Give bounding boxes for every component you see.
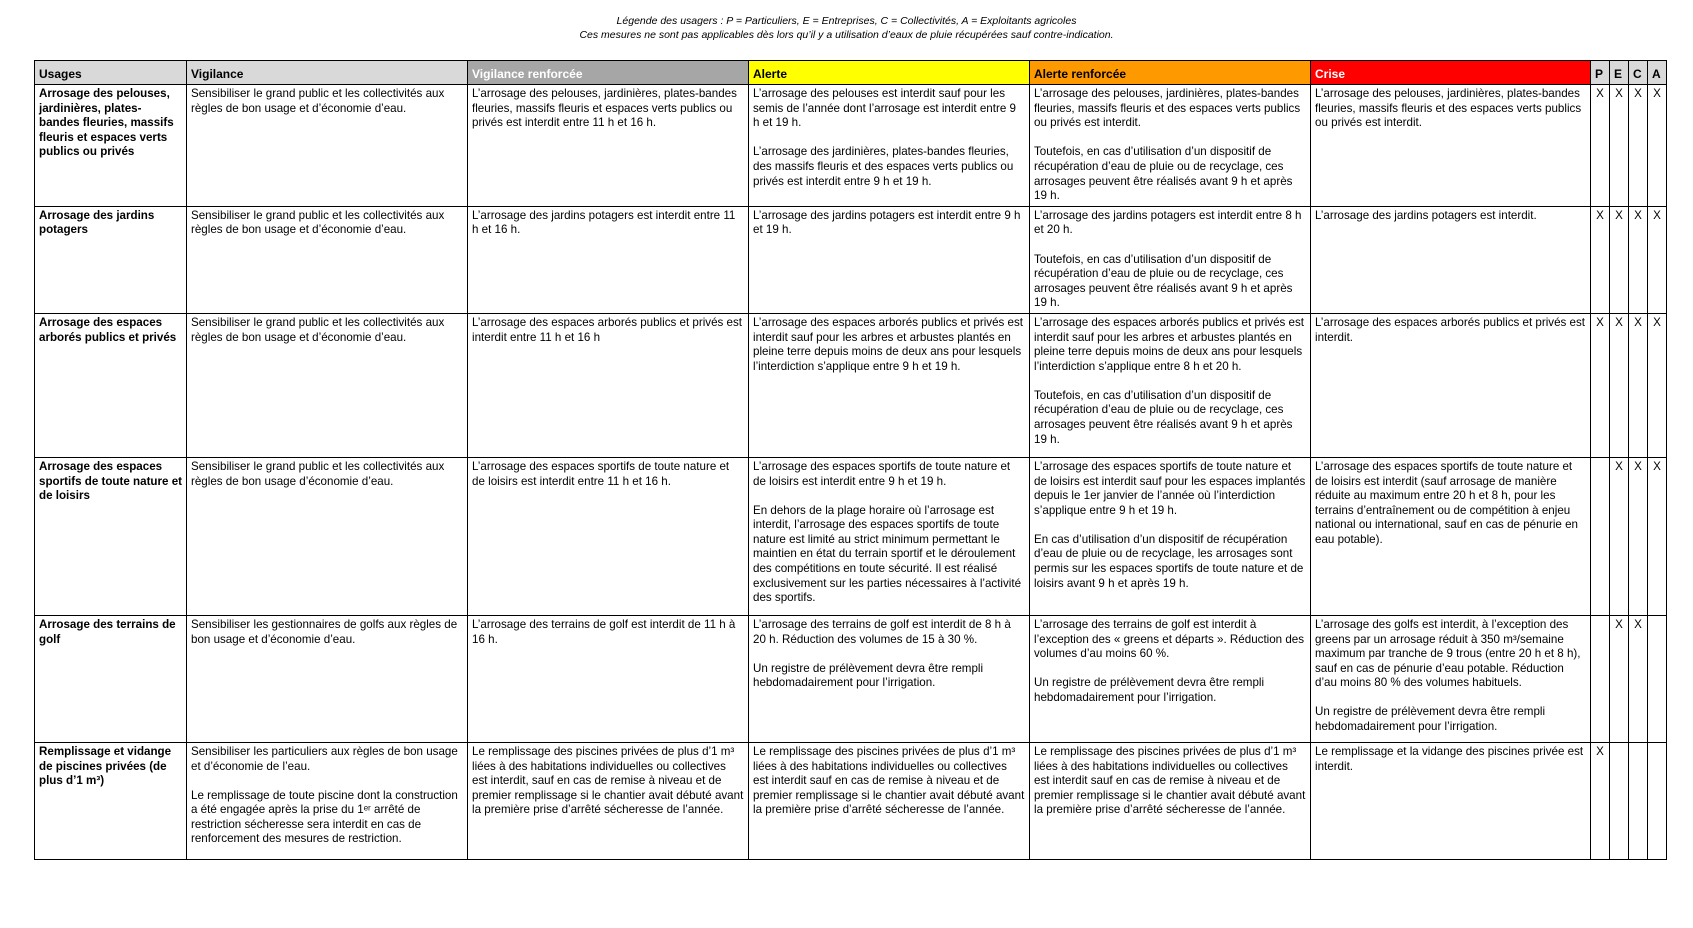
user-mark-a xyxy=(1648,742,1667,859)
measure-paragraph: En dehors de la plage horaire où l’arrosage est interdit, l’arrosage des espaces sportifs de toute nature est limité au strict minimum permettant le maintien en état du terrain sportif et le déroulement des compétitions en toute sécurité. Il est réalisé exclusivement sur les parties nécessaires à l’activité des sportifs. xyxy=(753,503,1022,605)
measure-paragraph: L’arrosage des pelouses, jardinières, plates-bandes fleuries, massifs fleuris et des espaces verts publics ou privés est interdit. xyxy=(1315,87,1582,130)
usage-cell: Arrosage des pelouses, jardinières, plates-bandes fleuries, massifs fleuris et espaces verts publics ou privés xyxy=(35,85,187,207)
vigilance-cell xyxy=(187,313,468,457)
header-p: P xyxy=(1591,61,1610,85)
measure-paragraph: Sensibiliser les particuliers aux règles de bon usage et d’économie de l’eau. xyxy=(191,744,458,773)
crise-cell xyxy=(1311,206,1591,313)
measure-paragraph: Le remplissage et la vidange des piscines privée est interdit. xyxy=(1315,744,1584,773)
user-mark-e: X xyxy=(1610,615,1629,742)
alerte-renforcee-cell xyxy=(1030,206,1311,313)
usage-cell: Arrosage des espaces sportifs de toute nature et de loisirs xyxy=(35,457,187,615)
user-mark-e: X xyxy=(1610,457,1629,615)
header-c: C xyxy=(1629,61,1648,85)
alerte-renforcee-cell xyxy=(1030,742,1311,859)
user-mark-e xyxy=(1610,742,1629,859)
user-mark-p: X xyxy=(1591,85,1610,207)
alerte-cell xyxy=(749,457,1030,615)
measure-paragraph: L’arrosage des jardinières, plates-bandes fleuries, des massifs fleuris et des espaces verts publics ou privés est interdit entre 9 h et 19 h. xyxy=(753,145,1014,188)
measure-paragraph: L’arrosage des jardins potagers est interdit. xyxy=(1315,208,1537,222)
measure-paragraph: L’arrosage des espaces arborés publics et privés est interdit entre 11 h et 16 h xyxy=(472,315,743,344)
crise-cell xyxy=(1311,457,1591,615)
measure-paragraph: Un registre de prélèvement devra être rempli hebdomadairement pour l’irrigation. xyxy=(1315,705,1546,734)
measure-paragraph: Sensibiliser les gestionnaires de golfs aux règles de bon usage et d’économie d’eau. xyxy=(191,617,458,646)
user-mark-a xyxy=(1648,615,1667,742)
measure-paragraph: Sensibiliser le grand public et les collectivités aux règles de bon usage d’économie d’eau. xyxy=(191,459,445,488)
user-mark-c: X xyxy=(1629,206,1648,313)
measure-paragraph: L’arrosage des terrains de golf est interdit à l’exception des « greens et départs ». Réduction des volumes d’au moins 60 %. xyxy=(1034,617,1305,661)
measure-paragraph: Le remplissage des piscines privées de plus d’1 m³ liées à des habitations individuelles ou collectives est interdit, sauf en cas de remise à niveau et de premier remplissage si le chantier avait débuté avant la première prise d’arrêté sécheresse de l’année. xyxy=(472,744,744,817)
crise-cell xyxy=(1311,313,1591,457)
measure-paragraph: Sensibiliser le grand public et les collectivités aux règles de bon usage et d’économie d’eau. xyxy=(191,208,445,237)
measure-paragraph: L’arrosage des terrains de golf est interdit de 8 h à 20 h. Réduction des volumes de 15 à 30 %. xyxy=(753,617,1011,646)
measure-paragraph: Un registre de prélèvement devra être rempli hebdomadairement pour l’irrigation. xyxy=(1034,676,1265,704)
user-mark-e: X xyxy=(1610,85,1629,207)
user-mark-a: X xyxy=(1648,313,1667,457)
user-mark-p: X xyxy=(1591,206,1610,313)
table-row xyxy=(35,742,1667,859)
vigilance-cell xyxy=(187,85,468,207)
header-vigilance: Vigilance xyxy=(187,61,468,85)
measure-paragraph: Toutefois, en cas d’utilisation d’un dispositif de récupération d’eau de pluie ou de recyclage, ces arrosages peuvent être réalisés avant 9 h et après 19 h. xyxy=(1034,145,1293,203)
user-mark-c: X xyxy=(1629,85,1648,207)
measure-paragraph: Toutefois, en cas d’utilisation d’un dispositif de récupération d’eau de pluie ou de recyclage, ces arrosages peuvent être réalisés avant 9 h et après 19 h. xyxy=(1034,388,1293,446)
measure-paragraph: L’arrosage des jardins potagers est interdit entre 8 h et 20 h. xyxy=(1034,208,1302,237)
measure-paragraph: Le remplissage de toute piscine dont la construction a été engagée après la prise du 1ᵉʳ arrêté de restriction sécheresse sera interdit en cas de renforcement des mesures de restriction. xyxy=(191,788,458,846)
vigilance-renforcee-cell xyxy=(468,206,749,313)
legend-rainwater-note: Ces mesures ne sont pas applicables dès lors qu’il y a utilisation d’eaux de pluie récupérées sauf contre-indication. xyxy=(579,29,1114,41)
header-alerte: Alerte xyxy=(749,61,1030,85)
measure-paragraph: Sensibiliser le grand public et les collectivités aux règles de bon usage et d’économie d’eau. xyxy=(191,315,445,344)
vigilance-renforcee-cell xyxy=(468,313,749,457)
measure-paragraph: L’arrosage des espaces arborés publics et privés est interdit sauf pour les arbres et arbustes plantés en pleine terre depuis moins de deux ans pour lesquels l’interdiction s’applique entre 9 h et 19 h. xyxy=(753,315,1024,373)
table-body xyxy=(35,85,1667,860)
user-mark-c: X xyxy=(1629,615,1648,742)
user-mark-c: X xyxy=(1629,457,1648,615)
header-vigilance-renforcee: Vigilance renforcée xyxy=(468,61,749,85)
legend xyxy=(0,14,1693,42)
usage-cell: Arrosage des terrains de golf xyxy=(35,615,187,742)
header-crise: Crise xyxy=(1311,61,1591,85)
vigilance-cell xyxy=(187,457,468,615)
table-row xyxy=(35,615,1667,742)
alerte-renforcee-cell xyxy=(1030,615,1311,742)
user-mark-p: X xyxy=(1591,313,1610,457)
usage-cell: Remplissage et vidange de piscines privées (de plus d’1 m³) xyxy=(35,742,187,859)
measure-paragraph: L’arrosage des espaces sportifs de toute nature et de loisirs est interdit entre 11 h et 16 h. xyxy=(472,459,730,488)
alerte-renforcee-cell xyxy=(1030,85,1311,207)
crise-cell xyxy=(1311,615,1591,742)
measure-paragraph: Le remplissage des piscines privées de plus d’1 m³ liées à des habitations individuelles ou collectives est interdit sauf en cas de remise à niveau et de premier remplissage si le chantier avait débuté avant la première prise d’arrêté sécheresse de l’année. xyxy=(1034,744,1306,817)
measure-paragraph: L’arrosage des pelouses, jardinières, plates-bandes fleuries, massifs fleuris et des espaces verts publics ou privés est interdit. xyxy=(1034,87,1301,130)
vigilance-renforcee-cell xyxy=(468,85,749,207)
header-row xyxy=(35,61,1667,85)
alerte-cell xyxy=(749,742,1030,859)
table-header xyxy=(35,61,1667,85)
measure-paragraph: Le remplissage des piscines privées de plus d’1 m³ liées à des habitations individuelles ou collectives est interdit sauf en cas de remise à niveau et de premier remplissage si le chantier avait débuté avant la première prise d’arrêté sécheresse de l’année. xyxy=(753,744,1025,817)
crise-cell xyxy=(1311,742,1591,859)
measure-paragraph: L’arrosage des pelouses, jardinières, plates-bandes fleuries, massifs fleuris et espaces verts publics ou privés est interdit entre 11 h et 16 h. xyxy=(472,87,737,130)
alerte-renforcee-cell xyxy=(1030,313,1311,457)
alerte-cell xyxy=(749,206,1030,313)
table-row xyxy=(35,206,1667,313)
vigilance-cell xyxy=(187,742,468,859)
restriction-table xyxy=(34,60,1667,860)
alerte-renforcee-cell xyxy=(1030,457,1311,615)
user-mark-a: X xyxy=(1648,206,1667,313)
table-row xyxy=(35,457,1667,615)
header-usages: Usages xyxy=(35,61,187,85)
measure-paragraph: Toutefois, en cas d’utilisation d’un dispositif de récupération d’eau de pluie ou de recyclage, ces arrosages peuvent être réalisés avant 9 h et après 19 h. xyxy=(1034,252,1293,310)
measure-paragraph: L’arrosage des jardins potagers est interdit entre 11 h et 16 h. xyxy=(472,208,736,237)
measure-paragraph: L’arrosage des jardins potagers est interdit entre 9 h et 19 h. xyxy=(753,208,1021,237)
user-mark-e: X xyxy=(1610,206,1629,313)
measure-paragraph: L’arrosage des espaces sportifs de toute nature et de loisirs est interdit (sauf arrosage de manière réduite au maximum entre 20 h et 8 h, pour les terrains d’entraînement ou de compétition à enjeu national ou international, sauf en cas de pénurie en eau potable). xyxy=(1315,459,1578,546)
vigilance-renforcee-cell xyxy=(468,457,749,615)
measure-paragraph: Sensibiliser le grand public et les collectivités aux règles de bon usage et d’économie d’eau. xyxy=(191,87,445,115)
usage-cell: Arrosage des espaces arborés publics et privés xyxy=(35,313,187,457)
user-mark-p: X xyxy=(1591,742,1610,859)
vigilance-cell xyxy=(187,206,468,313)
table-row xyxy=(35,85,1667,207)
vigilance-renforcee-cell xyxy=(468,742,749,859)
header-e: E xyxy=(1610,61,1629,85)
alerte-cell xyxy=(749,615,1030,742)
vigilance-renforcee-cell xyxy=(468,615,749,742)
header-a: A xyxy=(1648,61,1667,85)
legend-users: Légende des usagers : P = Particuliers, E = Entreprises, C = Collectivités, A = Exploitants agricoles xyxy=(616,15,1077,27)
header-alerte-renforcee: Alerte renforcée xyxy=(1030,61,1311,85)
crise-cell xyxy=(1311,85,1591,207)
user-mark-c xyxy=(1629,742,1648,859)
measure-paragraph: L’arrosage des terrains de golf est interdit de 11 h à 16 h. xyxy=(472,617,736,646)
measure-paragraph: Un registre de prélèvement devra être rempli hebdomadairement pour l’irrigation. xyxy=(753,661,984,690)
user-mark-a: X xyxy=(1648,457,1667,615)
user-mark-p xyxy=(1591,615,1610,742)
measure-paragraph: L’arrosage des pelouses est interdit sauf pour les semis de l’année dont l’arrosage est interdit entre 9 h et 19 h. xyxy=(753,87,1016,130)
measure-paragraph: L’arrosage des golfs est interdit, à l’exception des greens par un arrosage réduit à 350 m³/semaine maximum par tranche de 9 trous (entre 20 h et 8 h), sauf en cas de pénurie d’eau potable. Réduction d’au moins 80 % des volumes habituels. xyxy=(1315,617,1581,690)
measure-paragraph: L’arrosage des espaces arborés publics et privés est interdit. xyxy=(1315,315,1586,344)
vigilance-cell xyxy=(187,615,468,742)
alerte-cell xyxy=(749,313,1030,457)
measure-paragraph: L’arrosage des espaces sportifs de toute nature et de loisirs est interdit entre 9 h et 19 h. xyxy=(753,459,1011,488)
usage-cell: Arrosage des jardins potagers xyxy=(35,206,187,313)
measure-paragraph: L’arrosage des espaces sportifs de toute nature et de loisirs est interdit sauf pour les espaces implantés depuis le 1er janvier de l’année où l’interdiction s’applique entre 9 h et 19 h. xyxy=(1034,459,1306,517)
user-mark-p xyxy=(1591,457,1610,615)
user-mark-c: X xyxy=(1629,313,1648,457)
user-mark-e: X xyxy=(1610,313,1629,457)
table-row xyxy=(35,313,1667,457)
user-mark-a: X xyxy=(1648,85,1667,207)
measure-paragraph: En cas d’utilisation d’un dispositif de récupération d’eau de pluie ou de recyclage, les arrosages sont permis sur les espaces sportifs de toute nature et de loisirs avant 9 h et après 19 h. xyxy=(1034,532,1304,590)
alerte-cell xyxy=(749,85,1030,207)
measure-paragraph: L’arrosage des espaces arborés publics et privés est interdit sauf pour les arbres et arbustes plantés en pleine terre depuis moins de deux ans pour lesquels l’interdiction s’applique entre 8 h et 20 h. xyxy=(1034,315,1305,373)
